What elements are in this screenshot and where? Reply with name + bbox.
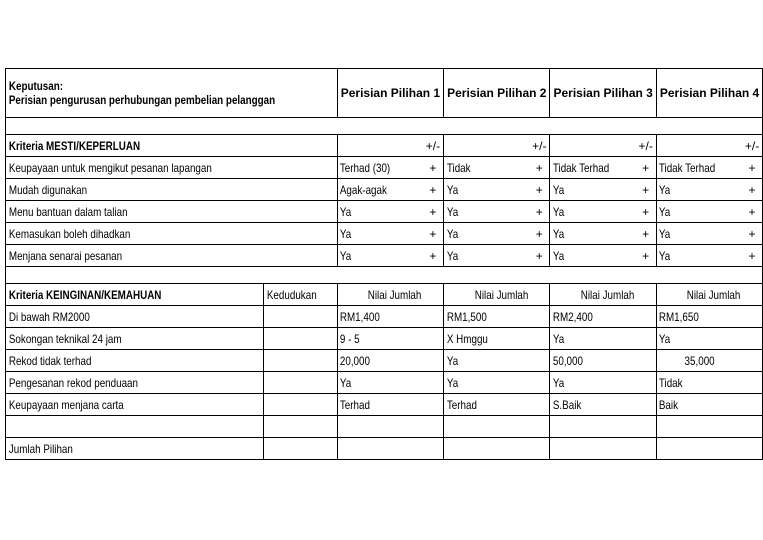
decision-title-cell — [6, 69, 278, 118]
spacer-row — [6, 267, 763, 284]
want-heading-row — [6, 284, 763, 306]
option-value: Ya — [444, 223, 514, 245]
want-criterion: Rekod tidak terhad — [6, 350, 218, 372]
option-value: Ya — [337, 223, 407, 245]
sign: + — [742, 223, 763, 245]
option-value: Ya — [656, 245, 726, 267]
option-header-1: Perisian Pilihan 1 — [337, 69, 443, 118]
spacer-row — [6, 118, 763, 135]
sign: + — [423, 245, 444, 267]
option-value: Ya — [337, 245, 407, 267]
option-value: S.Baik — [550, 394, 637, 416]
score-header: Nilai Jumlah — [550, 284, 637, 306]
sign: + — [423, 179, 444, 201]
option-value: Ya — [550, 223, 620, 245]
option-value: X Hmggu — [444, 328, 531, 350]
plusminus-header: +/- — [742, 135, 763, 157]
option-value: Ya — [550, 245, 620, 267]
score-header: Nilai Jumlah — [444, 284, 531, 306]
evaluation-table — [5, 68, 763, 460]
option-value: 20,000 — [337, 350, 424, 372]
option-header-3: Perisian Pilihan 3 — [550, 69, 656, 118]
must-criterion: Keupayaan untuk mengikut pesanan lapangan — [6, 157, 278, 179]
plusminus-header: +/- — [423, 135, 444, 157]
position-cell — [264, 328, 338, 350]
option-value: Ya — [656, 201, 726, 223]
option-value: Tidak — [656, 372, 743, 394]
total-row — [6, 438, 763, 460]
option-value: Ya — [550, 328, 637, 350]
option-value: Tidak Terhad — [656, 157, 726, 179]
score-header: Nilai Jumlah — [656, 284, 743, 306]
option-value: RM1,400 — [337, 306, 424, 328]
option-value: Ya — [337, 372, 424, 394]
option-header-4: Perisian Pilihan 4 — [656, 69, 762, 118]
option-value: 50,000 — [550, 350, 637, 372]
score-header: Nilai Jumlah — [337, 284, 424, 306]
option-value: Ya — [444, 245, 514, 267]
option-value: Ya — [444, 201, 514, 223]
position-cell — [264, 306, 338, 328]
option-value: RM2,400 — [550, 306, 637, 328]
sign: + — [636, 245, 657, 267]
option-value: Baik — [656, 394, 743, 416]
plusminus-header: +/- — [636, 135, 657, 157]
option-value: Ya — [444, 179, 514, 201]
want-row — [6, 394, 763, 416]
want-criterion: Pengesanan rekod penduaan — [6, 372, 218, 394]
want-criterion: Di bawah RM2000 — [6, 306, 218, 328]
must-row — [6, 179, 763, 201]
option-value: Ya — [550, 179, 620, 201]
decision-label: Keputusan: — [8, 79, 63, 93]
option-value: Ya — [656, 223, 726, 245]
want-criterion: Keupayaan menjana carta — [6, 394, 218, 416]
option-value: Ya — [550, 201, 620, 223]
sign: + — [423, 157, 444, 179]
must-criterion: Menjana senarai pesanan — [6, 245, 278, 267]
option-value: Terhad — [444, 394, 531, 416]
position-cell — [264, 350, 338, 372]
want-row — [6, 328, 763, 350]
option-value: Tidak — [444, 157, 514, 179]
option-value: Ya — [444, 350, 531, 372]
sign: + — [636, 157, 657, 179]
option-value: Agak-agak — [337, 179, 407, 201]
option-value: Tidak Terhad — [550, 157, 620, 179]
sign: + — [636, 223, 657, 245]
total-cell — [337, 438, 443, 460]
option-value: Terhad (30) — [337, 157, 407, 179]
must-row — [6, 245, 763, 267]
must-row — [6, 157, 763, 179]
sign: + — [423, 201, 444, 223]
must-heading-row — [6, 135, 763, 157]
must-criterion: Kemasukan boleh dihadkan — [6, 223, 278, 245]
option-value: Ya — [550, 372, 637, 394]
sign: + — [636, 201, 657, 223]
option-value: Ya — [656, 328, 743, 350]
plusminus-header: +/- — [529, 135, 550, 157]
want-row — [6, 350, 763, 372]
sign: + — [742, 245, 763, 267]
option-header-2: Perisian Pilihan 2 — [444, 69, 550, 118]
want-criterion: Sokongan teknikal 24 jam — [6, 328, 218, 350]
must-criterion: Menu bantuan dalam talian — [6, 201, 278, 223]
total-cell — [656, 438, 762, 460]
option-value: Terhad — [337, 394, 424, 416]
option-value: 35,000 — [656, 350, 743, 372]
position-header: Kedudukan — [264, 284, 324, 306]
sign: + — [529, 179, 550, 201]
option-value: 9 - 5 — [337, 328, 424, 350]
must-row — [6, 223, 763, 245]
must-criterion: Mudah digunakan — [6, 179, 278, 201]
option-value: RM1,500 — [444, 306, 531, 328]
sign: + — [529, 223, 550, 245]
want-row — [6, 306, 763, 328]
want-row — [6, 372, 763, 394]
position-cell — [264, 372, 338, 394]
must-row — [6, 201, 763, 223]
position-cell — [264, 394, 338, 416]
total-label: Jumlah Pilihan — [6, 438, 218, 460]
header-row — [6, 69, 763, 118]
option-value: Ya — [444, 372, 531, 394]
sign: + — [742, 201, 763, 223]
sign: + — [742, 157, 763, 179]
total-cell — [444, 438, 550, 460]
must-heading: Kriteria MESTI/KEPERLUAN — [6, 135, 278, 157]
sign: + — [742, 179, 763, 201]
option-value: Ya — [656, 179, 726, 201]
sign: + — [636, 179, 657, 201]
sign: + — [529, 201, 550, 223]
sign: + — [423, 223, 444, 245]
option-value: RM1,650 — [656, 306, 743, 328]
option-value: Ya — [337, 201, 407, 223]
decision-subject: Perisian pengurusan perhubungan pembelian pelanggan — [8, 93, 275, 107]
sign: + — [529, 245, 550, 267]
total-cell — [550, 438, 656, 460]
empty-row — [6, 416, 763, 438]
sign: + — [529, 157, 550, 179]
want-heading: Kriteria KEINGINAN/KEMAHUAN — [6, 284, 218, 306]
